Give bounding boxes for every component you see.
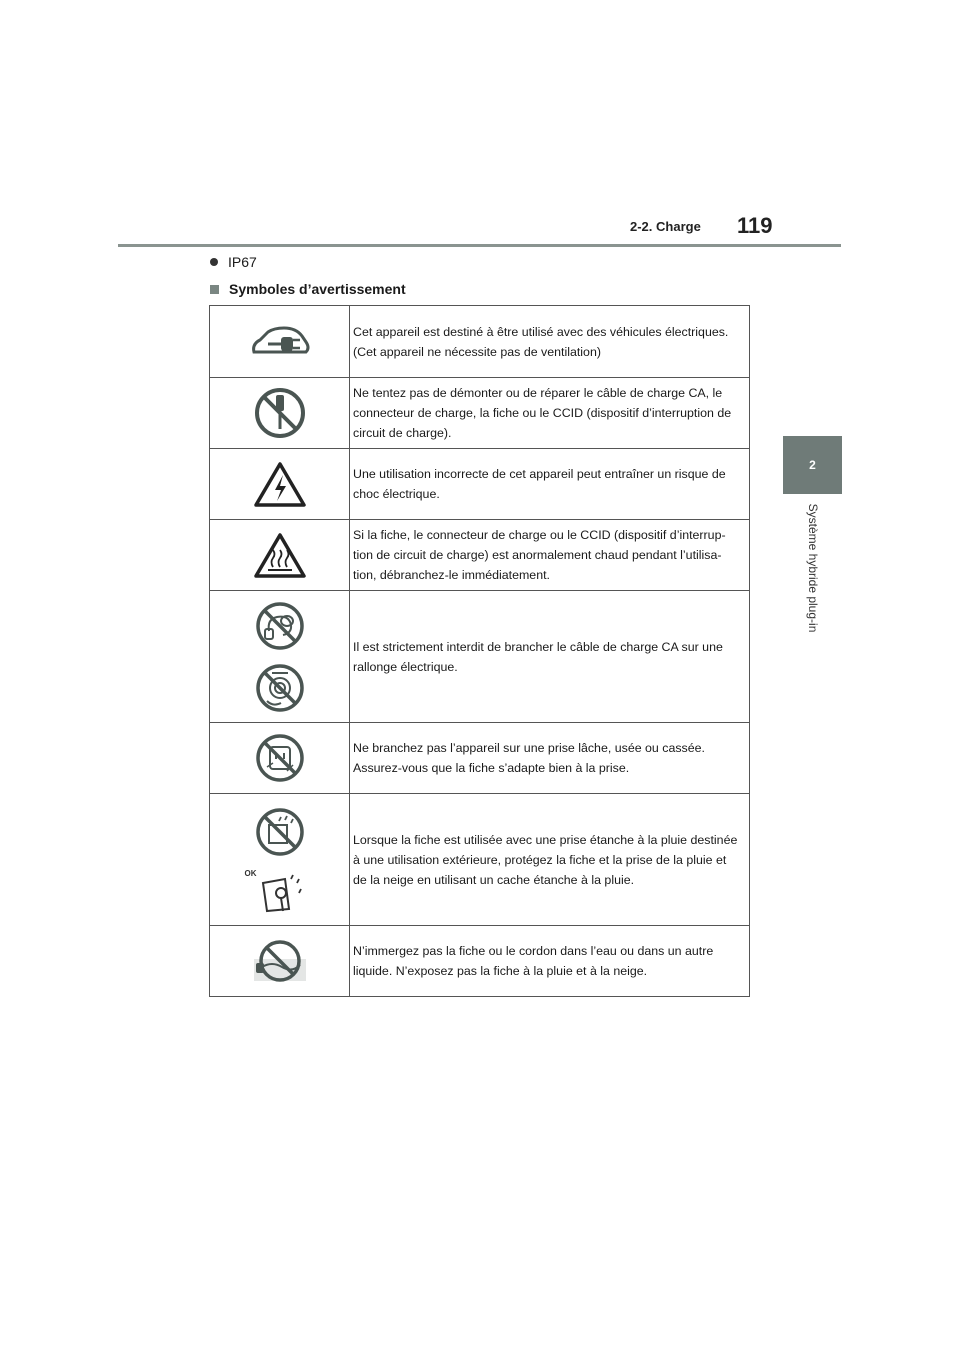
chapter-label: Système hybride plug-in (806, 503, 820, 633)
electric-vehicle-plug-icon (248, 324, 312, 360)
no-extension-reel-icon (255, 663, 305, 713)
section-heading (210, 281, 406, 297)
icon-cell (210, 520, 350, 591)
section-title: 2-2. Charge (630, 219, 701, 234)
warning-text: Il est strictement interdit de brancher le câble de charge CA sur une rallonge électrique. (350, 591, 750, 723)
heading-square-icon (210, 285, 219, 294)
icon-cell (210, 591, 350, 723)
ok-figure (245, 869, 315, 913)
warning-text: Une utilisation incorrecte de cet appareil peut entraîner un risque de choc électrique. (350, 449, 750, 520)
table-row (210, 306, 750, 378)
icon-cell (210, 306, 350, 378)
no-disassembly-icon (254, 387, 306, 439)
bullet-dot-icon (210, 258, 218, 266)
section-heading-text: Symboles d’avertissement (229, 281, 406, 297)
icon-cell (210, 449, 350, 520)
no-extension-cord-icon (255, 601, 305, 651)
bullet-item (210, 254, 257, 270)
warning-text: Ne branchez pas l’appareil sur une prise lâche, usée ou cassée. Assurez-vous que la fiche s’adapte bien à la prise. (350, 723, 750, 794)
table-row (210, 723, 750, 794)
icon-cell (210, 794, 350, 926)
icon-stack (211, 601, 348, 713)
table-row (210, 520, 750, 591)
page-number: 119 (737, 213, 773, 238)
bullet-text: IP67 (228, 254, 257, 270)
warning-text: Ne tentez pas de démonter ou de réparer le câble de charge CA, le connecteur de charge, la fiche ou le CCID (dispositif d’interruption de circuit de charge). (350, 378, 750, 449)
hot-surface-warning-icon (253, 531, 307, 579)
warning-symbols-table (209, 305, 750, 997)
table-row (210, 794, 750, 926)
electric-shock-warning-icon (253, 460, 307, 508)
icon-cell (210, 378, 350, 449)
rain-cover-icon (257, 869, 307, 913)
warning-text: Si la fiche, le connecteur de charge ou le CCID (dispositif d’interrup-tion de circuit de charge) est anormalement chaud pendant l’utilisa-tion, débranchez-le immédiatement. (350, 520, 750, 591)
icon-cell (210, 723, 350, 794)
table-row (210, 449, 750, 520)
chapter-number: 2 (809, 458, 816, 472)
icon-cell (210, 926, 350, 997)
table-row (210, 591, 750, 723)
header-divider (118, 244, 841, 247)
table-row (210, 926, 750, 997)
table-row (210, 378, 750, 449)
warning-text: N’immergez pas la fiche ou le cordon dans l’eau ou dans un autre liquide. N’exposez pas la fiche à la pluie et à la neige. (350, 926, 750, 997)
chapter-tab (783, 436, 842, 494)
warning-text: Cet appareil est destiné à être utilisé avec des véhicules électriques. (Cet appareil ne nécessite pas de ventilation) (350, 306, 750, 378)
icon-stack (211, 807, 348, 913)
no-rain-uncovered-icon (255, 807, 305, 857)
no-loose-outlet-icon (255, 733, 305, 783)
ok-label: OK (244, 868, 257, 878)
warning-text: Lorsque la fiche est utilisée avec une prise étanche à la pluie destinée à une utilisation extérieure, protégez la fiche et la prise de la pluie et de la neige en utilisant un cache étanche à la pluie. (350, 794, 750, 926)
no-immersion-icon (252, 939, 308, 983)
